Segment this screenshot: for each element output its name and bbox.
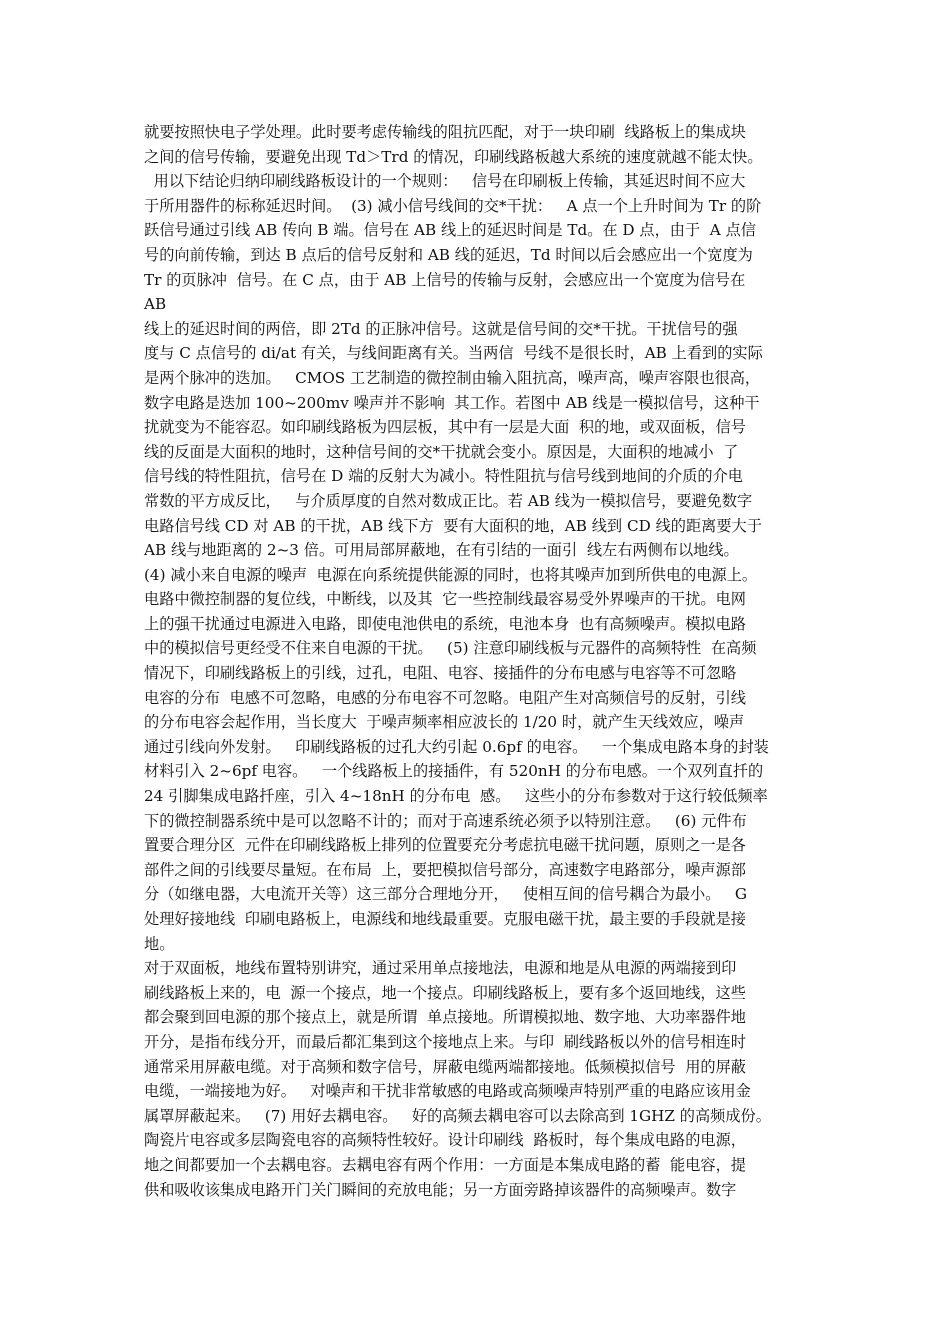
text-line: 开分，是指布线分开，而最后都汇集到这个接地点上来。与印 刷线路板以外的信号相连时 (144, 1032, 746, 1051)
text-line: 下的微控制器系统中是可以忽略不计的；而对于高速系统必须予以特别注意。 (6) 元件布 (144, 811, 747, 830)
text-line: 中的模拟信号更经受不住来自电源的干扰。 (5) 注意印刷线板与元器件的高频特性 在高频 (144, 639, 757, 658)
text-line: 24 引脚集成电路扦座，引入 4~18nH 的分布电 感。 这些小的分布参数对于这行较低频率 (144, 787, 768, 806)
text-line: 是两个脉冲的迭加。 CMOS 工艺制造的微控制由输入阻抗高，噪声高，噪声容限也很高， (144, 368, 761, 387)
text-line: 分（如继电器，大电流开关等）这三部分合理地分开， 使相互间的信号耦合为最小。 G (144, 885, 748, 904)
text-line: 部件之间的引线要尽量短。在布局 上，要把模拟信号部分，高速数字电路部分，噪声源部 (144, 860, 746, 879)
text-line: 电容的分布 电感不可忽略，电感的分布电容不可忽略。电阻产生对高频信号的反射，引线 (144, 688, 746, 707)
text-line: 电路信号线 CD 对 AB 的干扰，AB 线下方 要有大面积的地，AB 线到 CD 线的距离要大于 (144, 516, 762, 535)
text-line: 通常采用屏蔽电缆。对于高频和数字信号，屏蔽电缆两端都接地。低频模拟信号 用的屏蔽 (144, 1057, 746, 1076)
text-line: (4) 减小来自电源的噪声 电源在向系统提供能源的同时，也将其噪声加到所供电的电源上。 (144, 565, 758, 584)
text-line: 信号线的特性阻抗，信号在 D 端的反射大为减小。特性阻抗与信号线到地间的介质的介电 (144, 467, 743, 486)
text-line: 常数的平方成反比， 与介质厚度的自然对数成正比。若 AB 线为一模拟信号，要避免数字 (144, 491, 753, 510)
text-line: 处理好接地线 印刷电路板上，电源线和地线最重要。克服电磁干扰，最主要的手段就是接 (144, 910, 746, 928)
text-line: 之间的信号传输，要避免出现 Td＞Trd 的情况，印刷线路板越大系统的速度就越不能太快。 (144, 147, 763, 166)
text-line: 就要按照快电子学处理。此时要考虑传输线的阻抗匹配，对于一块印刷 线路板上的集成块 (144, 123, 746, 141)
text-line: 跃信号通过引线 AB 传向 B 端。信号在 AB 线上的延迟时间是 Td。在 D 点，由于 A 点信 (144, 221, 756, 240)
text-line: Tr 的页脉冲 信号。在 C 点，由于 AB 上信号的传输与反射，会感应出一个宽度为信号在 (144, 270, 746, 289)
text-line: 置要合理分区 元件在印刷线路板上排列的位置要充分考虑抗电磁干扰问题，原则之一是各 (144, 836, 746, 855)
text-line: 用以下结论归纳印刷线路板设计的一个规则： 信号在印刷板上传输，其延迟时间不应大 (144, 172, 746, 191)
text-line: 供和吸收该集成电路开门关门瞬间的充放电能；另一方面旁路掉该器件的高频噪声。数字 (144, 1180, 737, 1199)
text-line: AB (144, 295, 167, 314)
text-line: 上的强干扰通过电源进入电路，即使电池供电的系统，电池本身 也有高频噪声。模拟电路 (144, 614, 746, 633)
text-line: 于所用器件的标称延迟时间。 (3) 减小信号线间的交*干扰： A 点一个上升时间为 Tr 的阶 (144, 196, 762, 215)
text-line: 度与 C 点信号的 di/at 有关，与线间距离有关。当两信 号线不是很长时，AB 上看到的实际 (144, 344, 763, 363)
text-line: 陶瓷片电容或多层陶瓷电容的高频特性较好。设计印刷线 路板时，每个集成电路的电源， (144, 1131, 746, 1150)
document-body-text (144, 120, 824, 1202)
text-line: 线上的延迟时间的两倍，即 2Td 的正脉冲信号。这就是信号间的交*干扰。干扰信号的强 (144, 319, 738, 338)
text-line: 线的反面是大面积的地时，这种信号间的交*干扰就会变小。原因是，大面积的地减小 了 (144, 442, 739, 461)
text-line: 电路中微控制器的复位线，中断线，以及其 它一些控制线最容易受外界噪声的干扰。电网 (144, 590, 746, 609)
text-line: 属罩屏蔽起来。 (7) 用好去耦电容。 好的高频去耦电容可以去除高到 1GHZ 的高频成份。 (144, 1106, 771, 1125)
text-line: 的分布电容会起作用，当长度大 于噪声频率相应波长的 1/20 时，就产生天线效应，噪声 (144, 713, 745, 732)
text-line: 通过引线向外发射。 印刷线路板的过孔大约引起 0.6pf 的电容。 一个集成电路本身的封装 (144, 737, 769, 756)
text-line: 情况下，印刷线路板上的引线，过孔，电阻、电容、接插件的分布电感与电容等不可忽略 (144, 664, 737, 683)
text-line: 都会聚到回电源的那个接点上，就是所谓 单点接地。所谓模拟地、数字地、大功率器件地 (144, 1008, 746, 1027)
text-line: 扰就变为不能容忍。如印刷线路板为四层板，其中有一层是大面 积的地，或双面板，信号 (144, 418, 746, 437)
text-line: 数字电路是迭加 100~200mv 噪声并不影响 其工作。若图中 AB 线是一模拟信号，这种干 (144, 393, 760, 412)
text-line: 地。 (144, 934, 175, 953)
text-line: 对于双面板，地线布置特别讲究，通过采用单点接地法，电源和地是从电源的两端接到印 (144, 959, 737, 978)
text-line: 电缆，一端接地为好。 对噪声和干扰非常敏感的电路或高频噪声特别严重的电路应该用金 (144, 1082, 751, 1101)
text-line: 材料引入 2~6pf 电容。 一个线路板上的接插件，有 520nH 的分布电感。一个双列直扦的 (144, 762, 764, 781)
text-line: 号的向前传输，到达 B 点后的信号反射和 AB 线的延迟，Td 时间以后会感应出一个宽度为 (144, 245, 753, 264)
text-line: AB 线与地距离的 2~3 倍。可用局部屏蔽地，在有引结的一面引 线左右两侧布以地线。 (144, 541, 739, 560)
text-line: 刷线路板上来的，电 源一个接点，地一个接点。印刷线路板上，要有多个返回地线，这些 (144, 983, 746, 1002)
text-line: 地之间都要加一个去耦电容。去耦电容有两个作用：一方面是本集成电路的蓄 能电容，提 (144, 1155, 746, 1174)
